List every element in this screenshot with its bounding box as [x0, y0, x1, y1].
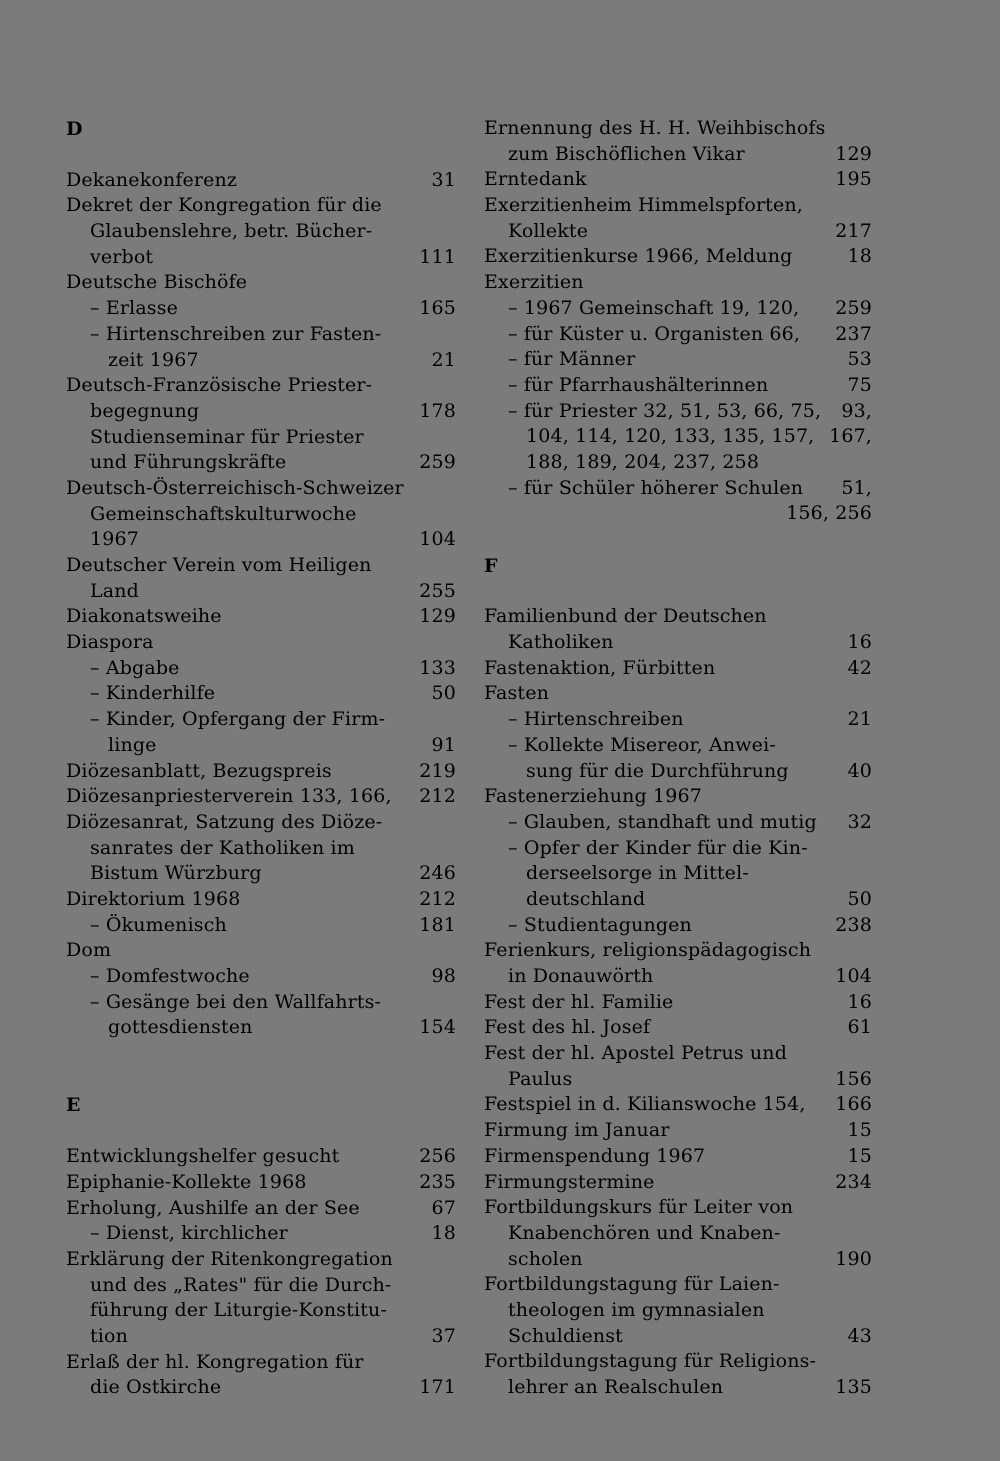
index-entry-line — [484, 1170, 872, 1196]
entry-page-number: 40 — [847, 759, 872, 782]
entry-text: – Abgabe — [90, 656, 180, 679]
entry-page-number: 154 — [419, 1016, 456, 1039]
index-entry-line — [484, 810, 872, 836]
index-entry-line — [484, 296, 872, 322]
entry-text: Diaspora — [66, 631, 154, 654]
entry-page-number: 15 — [847, 1144, 872, 1167]
entry-text: linge — [108, 733, 157, 756]
entry-text: Deutsche Bischöfe — [66, 271, 248, 294]
entry-page-number: 61 — [847, 1016, 872, 1039]
index-entry-line — [484, 861, 872, 887]
entry-text: Firmung im Januar — [484, 1119, 670, 1142]
entry-page-number: 98 — [431, 965, 456, 987]
entry-page-number: 171 — [419, 1376, 456, 1399]
index-entry-line — [66, 1298, 456, 1324]
entry-text: – für Männer — [508, 348, 636, 371]
index-entry-line — [66, 784, 456, 810]
entry-text: 188, 189, 204, 237, 258 — [526, 450, 760, 473]
entry-text: verbot — [90, 245, 154, 268]
index-entry-line — [484, 476, 872, 502]
entry-page-number: 181 — [419, 913, 456, 936]
entry-text: Erholung, Aushilfe an der See — [66, 1196, 360, 1219]
index-entry-line — [66, 938, 456, 964]
entry-text: Paulus — [508, 1067, 573, 1090]
index-entry-line — [66, 810, 456, 836]
entry-text: Fastenaktion, Fürbitten — [484, 656, 716, 679]
entry-text: in Donauwörth — [508, 965, 654, 987]
entry-text: Dom — [66, 939, 112, 962]
entry-page-number: 32 — [847, 810, 872, 833]
entry-text: Fortbildungskurs für Leiter von — [484, 1196, 794, 1219]
entry-text: – Studientagungen — [508, 913, 692, 936]
index-entry-line — [66, 1375, 456, 1401]
index-entry-line — [484, 1272, 872, 1298]
index-entry-line — [484, 424, 872, 450]
index-entry-line — [484, 604, 872, 630]
entry-page-number: 67 — [431, 1196, 456, 1219]
index-entry-line — [484, 913, 872, 939]
index-entry-line — [66, 476, 456, 502]
entry-text: gottesdiensten — [108, 1016, 253, 1039]
entry-text: Knabenchören und Knaben- — [508, 1221, 781, 1244]
index-entry-line — [484, 347, 872, 373]
entry-page-number: 156, 256 — [786, 502, 872, 525]
entry-text: – Hirtenschreiben — [508, 708, 684, 731]
entry-text: Fortbildungstagung für Religions- — [484, 1350, 817, 1373]
entry-text: Ernennung des H. H. Weihbischofs — [484, 117, 826, 139]
entry-text: führung der Liturgie-Konstitu- — [90, 1299, 387, 1322]
entry-page-number: 18 — [847, 245, 872, 268]
entry-text: Dekanekonferenz — [66, 168, 238, 191]
index-entry-line — [484, 116, 872, 142]
entry-text: – Kinderhilfe — [90, 682, 216, 705]
entry-text: und Führungskräfte — [90, 451, 287, 474]
entry-text: Fest der hl. Apostel Petrus und — [484, 1042, 788, 1065]
entry-text: Diözesanpriesterverein 133, 166, — [66, 785, 392, 808]
index-entry-line — [66, 1324, 456, 1350]
entry-text: – Kollekte Misereor, Anwei- — [508, 733, 776, 756]
index-entry-line — [484, 322, 872, 348]
entry-text: Kollekte — [508, 219, 589, 242]
entry-text: – Ökumenisch — [90, 913, 227, 936]
index-entry-line — [66, 1015, 456, 1041]
entry-text: begegnung — [90, 399, 200, 422]
entry-page-number: 37 — [431, 1324, 456, 1347]
entry-page-number: 195 — [835, 168, 872, 191]
entry-text: Exerzitien — [484, 271, 584, 294]
index-entry-line — [484, 193, 872, 219]
index-entry-line — [484, 450, 872, 476]
index-entry-line — [66, 1273, 456, 1299]
index-entry-line — [66, 245, 456, 271]
index-entry-line — [66, 1247, 456, 1273]
index-entry-line — [66, 348, 456, 374]
index-entry-line — [66, 1221, 456, 1247]
entry-page-number: 21 — [847, 708, 872, 731]
entry-text: die Ostkirche — [90, 1376, 222, 1399]
index-entry-line — [484, 1041, 872, 1067]
entry-text: 1967 — [90, 528, 139, 551]
index-entry-line — [484, 887, 872, 913]
entry-page-number: 91 — [431, 733, 456, 756]
entry-text: Ferienkurs, religionspädagogisch — [484, 939, 812, 962]
index-entry-line — [484, 836, 872, 862]
entry-text: lehrer an Realschulen — [508, 1376, 724, 1398]
entry-text: und des „Rates" für die Durch- — [90, 1273, 392, 1296]
entry-page-number: 104 — [835, 965, 872, 987]
entry-page-number: 75 — [847, 373, 872, 396]
entry-text: – Dienst, kirchlicher — [90, 1222, 288, 1245]
index-entry-line — [484, 1067, 872, 1093]
index-entry-line — [484, 1118, 872, 1144]
entry-page-number: 156 — [835, 1067, 872, 1090]
index-entry-line — [66, 399, 456, 425]
entry-page-number: 167, — [829, 425, 872, 448]
entry-text: – Opfer der Kinder für die Kin- — [508, 836, 808, 859]
entry-text: Studienseminar für Priester — [90, 425, 364, 448]
entry-text: Diözesanrat, Satzung des Diöze- — [66, 810, 383, 833]
index-column-left — [66, 116, 456, 1401]
entry-text: zeit 1967 — [108, 348, 199, 371]
entry-text: – für Pfarrhaushälterinnen — [508, 373, 769, 396]
index-entry-line — [66, 219, 456, 245]
entry-text: Familienbund der Deutschen — [484, 605, 767, 628]
entry-page-number: 234 — [835, 1170, 872, 1193]
index-entry-line — [66, 887, 456, 913]
entry-text: Epiphanie-Kollekte 1968 — [66, 1170, 307, 1193]
index-entry-line — [66, 861, 456, 887]
index-entry-line — [484, 733, 872, 759]
entry-page-number: 212 — [419, 887, 456, 910]
index-entry-line — [66, 733, 456, 759]
index-entry-line — [66, 193, 456, 219]
index-entry-line — [484, 1324, 872, 1350]
entry-text: Firmungstermine — [484, 1170, 655, 1193]
index-entry-line — [484, 1349, 872, 1375]
entry-text: – Glauben, standhaft und mutig — [508, 810, 817, 833]
entry-page-number: 31 — [431, 168, 456, 191]
entry-text: derseelsorge in Mittel- — [526, 862, 749, 885]
index-entry-line — [66, 322, 456, 348]
index-entry-line — [484, 1221, 872, 1247]
entry-page-number: 21 — [431, 348, 456, 371]
entry-text: Glaubenslehre, betr. Bücher- — [90, 220, 373, 243]
entry-text: Diakonatsweihe — [66, 605, 222, 628]
entry-page-number: 50 — [431, 682, 456, 705]
index-entry-line — [484, 1195, 872, 1221]
entry-page-number: 53 — [847, 348, 872, 371]
index-entry-line — [66, 759, 456, 785]
entry-page-number: 246 — [419, 862, 456, 885]
entry-page-number: 16 — [847, 990, 872, 1013]
entry-text: zum Bischöflichen Vikar — [508, 142, 745, 165]
entry-page-number: 104 — [419, 528, 456, 551]
index-entry-line — [484, 938, 872, 964]
index-entry-line — [66, 270, 456, 296]
index-entry-line — [484, 630, 872, 656]
entry-text: Diözesanblatt, Bezugspreis — [66, 759, 332, 782]
index-entry-line — [66, 527, 456, 553]
entry-page-number: 237 — [835, 322, 872, 345]
index-entry-line — [484, 990, 872, 1016]
entry-page-number: 42 — [847, 656, 872, 679]
entry-page-number: 217 — [835, 219, 872, 242]
entry-text: – Hirtenschreiben zur Fasten- — [90, 322, 382, 345]
entry-text: Firmenspendung 1967 — [484, 1144, 706, 1167]
entry-page-number: 235 — [419, 1170, 456, 1193]
index-entry-line — [66, 450, 456, 476]
entry-page-number: 190 — [835, 1247, 872, 1270]
section-letter: F — [484, 554, 498, 577]
entry-text: Schuldienst — [508, 1324, 623, 1347]
entry-page-number: 259 — [835, 296, 872, 319]
entry-page-number: 129 — [419, 605, 456, 628]
index-entry-line — [66, 630, 456, 656]
entry-text: Entwicklungshelfer gesucht — [66, 1145, 340, 1168]
index-entry-line — [484, 656, 872, 682]
entry-text: Bistum Würzburg — [90, 862, 262, 885]
entry-text: Fortbildungstagung für Laien- — [484, 1273, 780, 1296]
entry-page-number: 166 — [835, 1093, 872, 1116]
entry-page-number: 133 — [419, 656, 456, 679]
entry-text: – für Priester 32, 51, 53, 66, 75, — [508, 399, 822, 422]
entry-page-number: 178 — [419, 399, 456, 422]
index-entry-line — [66, 373, 456, 399]
entry-page-number: 111 — [419, 245, 456, 268]
index-entry-line — [484, 1298, 872, 1324]
index-entry-line — [484, 399, 872, 425]
index-entry-line — [66, 990, 456, 1016]
index-entry-line — [66, 579, 456, 605]
entry-text: Erlaß der hl. Kongregation für — [66, 1350, 364, 1373]
index-entry-line — [66, 964, 456, 990]
entry-page-number: 43 — [847, 1324, 872, 1347]
entry-page-number: 259 — [419, 451, 456, 474]
entry-text: Festspiel in d. Kilianswoche 154, — [484, 1093, 806, 1116]
index-entry-line — [484, 270, 872, 296]
entry-text: Deutscher Verein vom Heiligen — [66, 554, 372, 576]
entry-text: – Kinder, Opfergang der Firm- — [90, 708, 386, 731]
entry-page-number: 51, — [841, 476, 872, 499]
entry-text: Fasten — [484, 682, 549, 705]
entry-text: Exerzitienheim Himmelspforten, — [484, 194, 803, 217]
index-entry-line — [66, 1350, 456, 1376]
index-entry-line — [484, 142, 872, 168]
entry-page-number: 238 — [835, 913, 872, 936]
index-entry-line — [66, 604, 456, 630]
entry-text: deutschland — [526, 887, 646, 910]
entry-text: Erntedank — [484, 168, 587, 191]
entry-text: Deutsch-Französische Priester- — [66, 374, 373, 397]
entry-text: sanrates der Katholiken im — [90, 836, 355, 859]
index-entry-line — [484, 964, 872, 990]
index-entry-line — [66, 681, 456, 707]
entry-page-number: 50 — [847, 887, 872, 910]
index-entry-line — [66, 502, 456, 528]
entry-text: Land — [90, 579, 139, 602]
entry-text: Fest der hl. Familie — [484, 990, 674, 1013]
entry-text: 104, 114, 120, 133, 135, 157, — [526, 425, 815, 448]
entry-text: Direktorium 1968 — [66, 887, 241, 910]
entry-page-number: 16 — [847, 631, 872, 654]
index-entry-line — [484, 219, 872, 245]
entry-page-number: 256 — [419, 1145, 456, 1168]
entry-text: theologen im gymnasialen — [508, 1298, 765, 1321]
entry-page-number: 165 — [419, 297, 456, 320]
entry-text: – 1967 Gemeinschaft 19, 120, — [508, 296, 800, 319]
entry-text: Dekret der Kongregation für die — [66, 194, 382, 217]
index-entry-line — [484, 167, 872, 193]
index-entry-line — [66, 656, 456, 682]
entry-page-number: 93, — [841, 399, 872, 422]
index-entry-line — [66, 553, 456, 579]
entry-text: Fest des hl. Josef — [484, 1016, 651, 1039]
entry-page-number: 129 — [835, 142, 872, 165]
entry-page-number: 219 — [419, 759, 456, 782]
entry-text: – Erlasse — [90, 297, 178, 320]
index-entry-line — [484, 244, 872, 270]
entry-text: tion — [90, 1324, 128, 1347]
index-entry-line — [66, 1196, 456, 1222]
index-entry-line — [66, 425, 456, 451]
entry-text: – Gesänge bei den Wallfahrts- — [90, 990, 382, 1013]
entry-page-number: 15 — [847, 1119, 872, 1142]
index-entry-line — [484, 681, 872, 707]
index-entry-line — [484, 1247, 872, 1273]
index-entry-line — [66, 707, 456, 733]
index-entry-line — [66, 913, 456, 939]
entry-page-number: 255 — [419, 579, 456, 602]
entry-page-number: 212 — [419, 785, 456, 808]
entry-page-number: 18 — [431, 1222, 456, 1245]
entry-text: Erklärung der Ritenkongregation — [66, 1247, 393, 1270]
entry-text: Gemeinschaftskulturwoche — [90, 502, 357, 525]
index-entry-line — [66, 1144, 456, 1170]
index-entry-line — [484, 759, 872, 785]
index-entry-line — [66, 1170, 456, 1196]
section-letter: E — [66, 1094, 81, 1117]
entry-text: Deutsch-Österreichisch-Schweizer — [66, 476, 404, 499]
index-entry-line — [484, 1015, 872, 1041]
entry-text: Katholiken — [508, 631, 614, 654]
index-column-right — [484, 116, 872, 1401]
index-entry-line — [484, 1144, 872, 1170]
index-entry-line — [484, 707, 872, 733]
entry-text: Fastenerziehung 1967 — [484, 785, 703, 808]
index-entry-line — [484, 1375, 872, 1401]
index-entry-line — [484, 1092, 872, 1118]
entry-page-number: 135 — [835, 1376, 872, 1398]
section-letter: D — [66, 118, 83, 140]
index-entry-line — [66, 296, 456, 322]
index-entry-line — [66, 836, 456, 862]
index-entry-line — [66, 168, 456, 194]
entry-text: sung für die Durchführung — [526, 759, 789, 782]
index-entry-line — [484, 501, 872, 527]
index-entry-line — [484, 373, 872, 399]
entry-text: – für Schüler höherer Schulen — [508, 476, 804, 499]
entry-text: scholen — [508, 1247, 583, 1270]
entry-text: Exerzitienkurse 1966, Meldung — [484, 245, 793, 268]
index-entry-line — [484, 784, 872, 810]
entry-text: – für Küster u. Organisten 66, — [508, 322, 801, 345]
entry-text: – Domfestwoche — [90, 965, 250, 987]
